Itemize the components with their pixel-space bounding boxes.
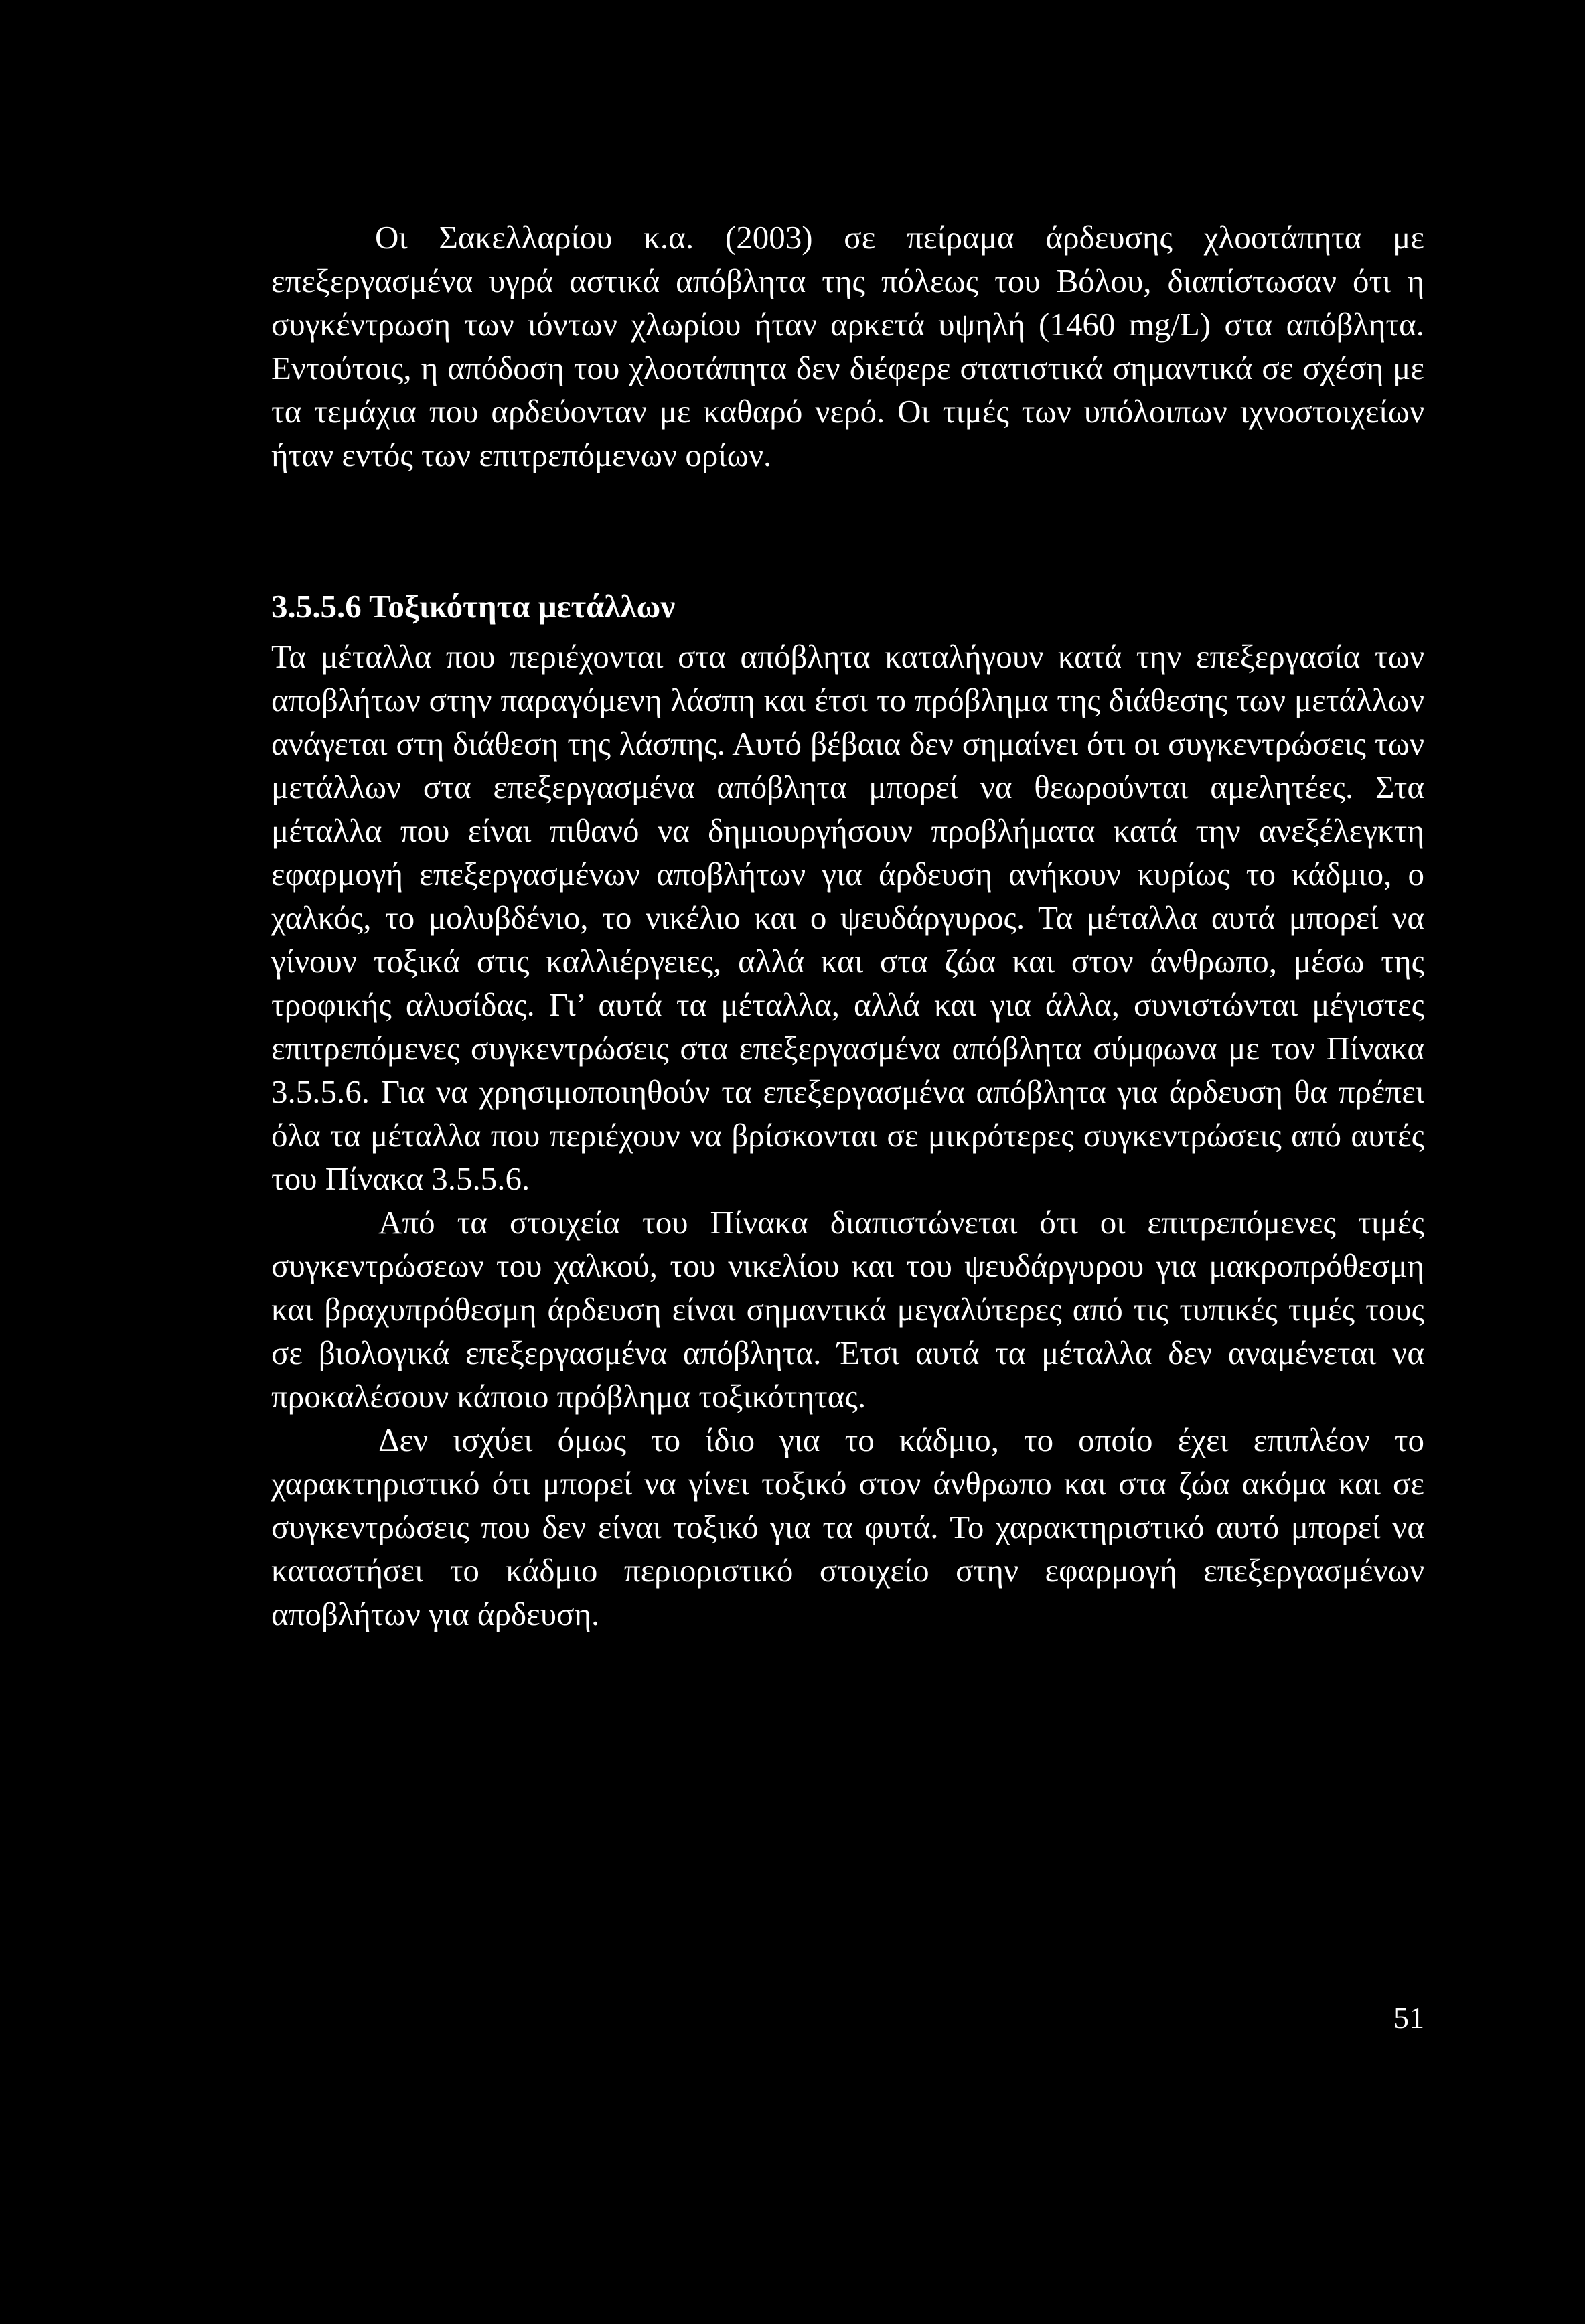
body-paragraph-1: Τα μέταλλα που περιέχονται στα απόβλητα καταλήγουν κατά την επεξεργασία των αποβλήτων στην παραγόμενη λάσπη και έτσι το πρόβλημα της διάθεσης των μετάλλων ανάγεται στη διάθεση της λάσπης. Αυτό βέβαια δεν σημαίνει ότι οι συγκεντρώσεις των μετάλλων στα επεξεργασμένα απόβλητα μπορεί να θεωρούνται αμελητέες. Στα μέταλλα που είναι πιθανό να δημιουργήσουν προβλήματα κατά την ανεξέλεγκτη εφαρμογή επεξεργασμένων αποβλήτων για άρδευση ανήκουν κυρίως το κάδμιο, ο χαλκός, το μολυβδένιο, το νικέλιο και ο ψευδάργυρος. Τα μέταλλα αυτά μπορεί να γίνουν τοξικά στις καλλιέργειες, αλλά και στα ζώα και στον άνθρωπο, μέσω της τροφικής αλυσίδας. Γι’ αυτά τα μέταλλα, αλλά και για άλλα, συνιστώνται μέγιστες επιτρεπόμενες συγκεντρώσεις στα επεξεργασμένα απόβλητα σύμφωνα με τον Πίνακα 3.5.5.6. Για να χρησιμοποιηθούν τα επεξεργασμένα απόβλητα για άρδευση θα πρέπει όλα τα μέταλλα που περιέχουν να βρίσκονται σε μικρότερες συγκεντρώσεις από αυτές του Πίνακα 3.5.5.6. — [271, 638, 1424, 1197]
section-heading: 3.5.5.6 Τοξικότητα μετάλλων — [271, 588, 676, 625]
body-paragraph-3: Δεν ισχύει όμως το ίδιο για το κάδμιο, το οποίο έχει επιπλέον το χαρακτηριστικό ότι μπορεί να γίνει τοξικό στον άνθρωπο και στα ζώα ακόμα και σε συγκεντρώσεις που δεν είναι τοξικό για τα φυτά. Το χαρακτηριστικό αυτό μπορεί να καταστήσει το κάδμιο περιοριστικό στοιχείο στην εφαρμογή επεξεργασμένων αποβλήτων για άρδευση. — [271, 1421, 1424, 1632]
body-paragraph-2: Από τα στοιχεία του Πίνακα διαπιστώνεται ότι οι επιτρεπόμενες τιμές συγκεντρώσεων του χαλκού, του νικελίου και του ψευδάργυρου για μακροπρόθεσμη και βραχυπρόθεσμη άρδευση είναι σημαντικά μεγαλύτερες από τις τυπικές τιμές τους σε βιολογικά επεξεργασμένα απόβλητα. Έτσι αυτά τα μέταλλα δεν αναμένεται να προκαλέσουν κάποιο πρόβλημα τοξικότητας. — [271, 1204, 1424, 1415]
intro-text-block — [271, 216, 1424, 477]
page-number: 51 — [1393, 2001, 1424, 2035]
intro-paragraph: Οι Σακελλαρίου κ.α. (2003) σε πείραμα άρδευσης χλοοτάπητα με επεξεργασμένα υγρά αστικά απόβλητα της πόλεως του Βόλου, διαπίστωσαν ότι η συγκέντρωση των ιόντων χλωρίου ήταν αρκετά υψηλή (1460 mg/L) στα απόβλητα. Εντούτοις, η απόδοση του χλοοτάπητα δεν διέφερε στατιστικά σημαντικά σε σχέση με τα τεμάχια που αρδεύονταν με καθαρό νερό. Οι τιμές των υπόλοιπων ιχνοστοιχείων ήταν εντός των επιτρεπόμενων ορίων. — [271, 219, 1424, 473]
section-body — [271, 635, 1424, 1636]
